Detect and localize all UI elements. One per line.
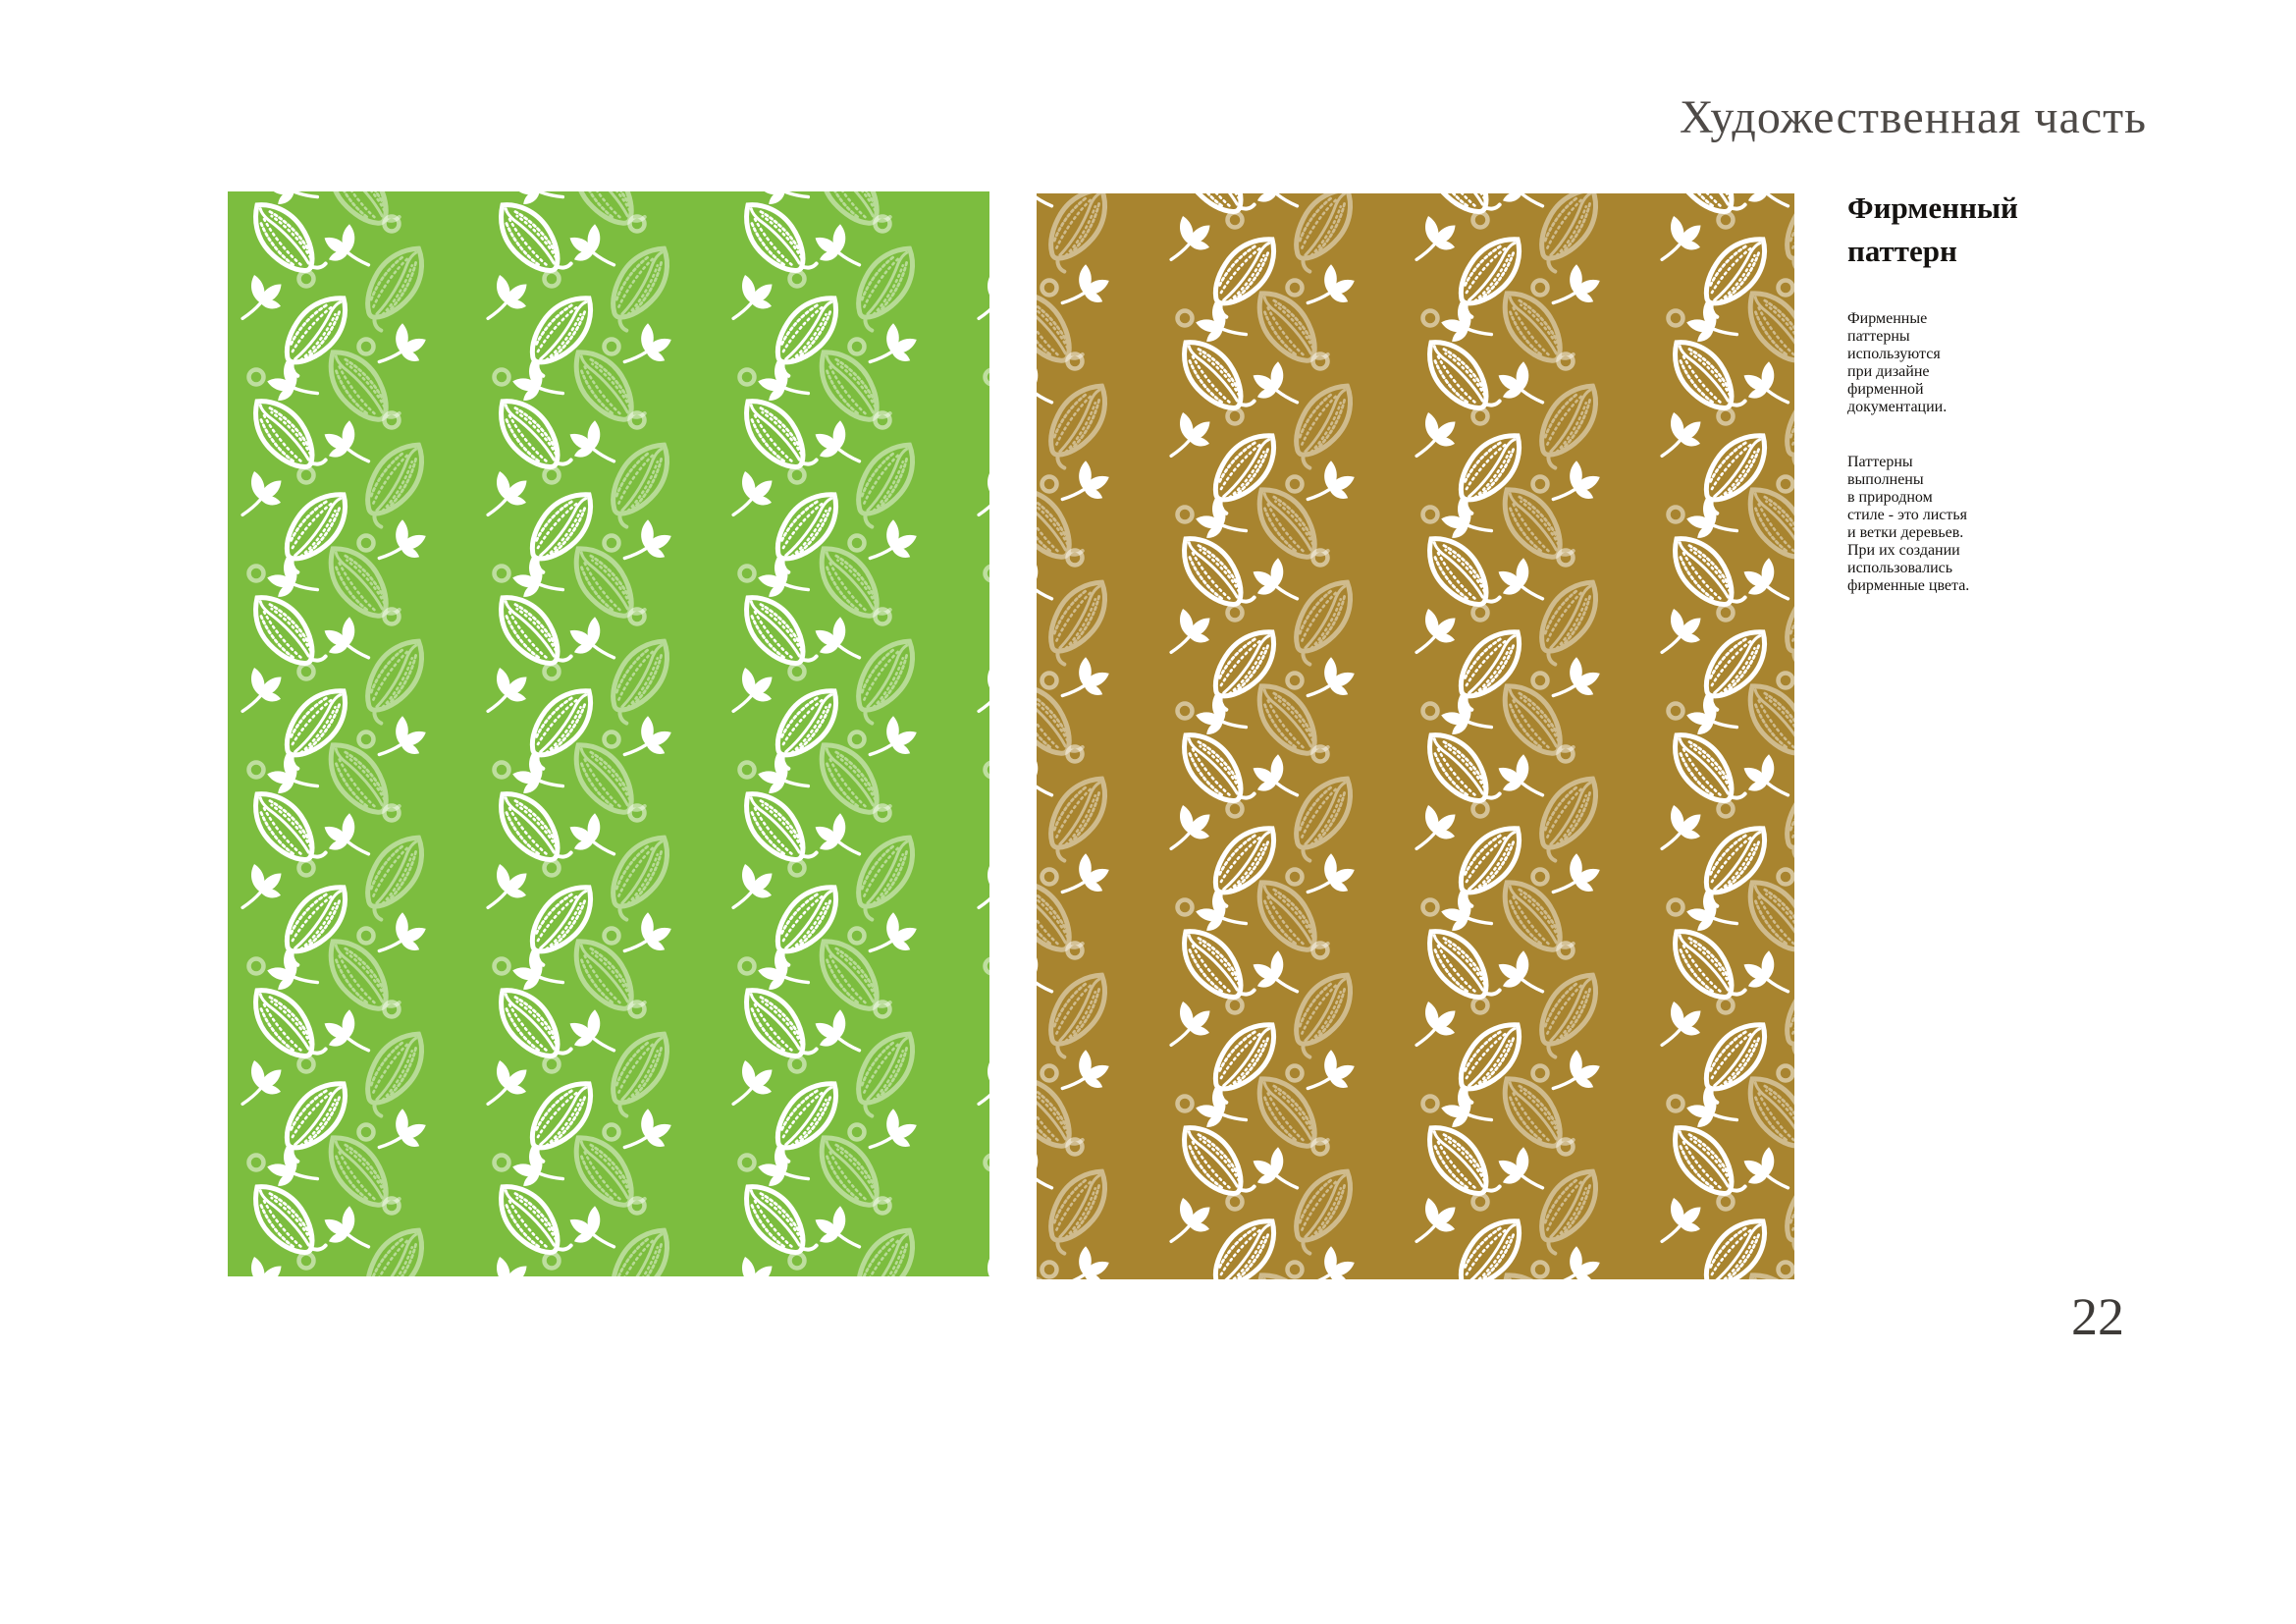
text-line: используются bbox=[1847, 346, 1941, 362]
pattern-swatch-brown bbox=[1037, 193, 1794, 1279]
pattern-swatch-green bbox=[228, 191, 989, 1276]
green-pattern-canvas bbox=[228, 191, 989, 1276]
text-line: Паттерны bbox=[1847, 454, 1913, 470]
text-line: фирменной bbox=[1847, 381, 1924, 398]
heading-line: Фирменный bbox=[1847, 190, 2018, 225]
text-line: Фирменные bbox=[1847, 310, 1928, 327]
brown-pattern-canvas bbox=[1037, 193, 1794, 1279]
text-line: паттерны bbox=[1847, 328, 1910, 345]
text-line: При их создании bbox=[1847, 542, 1960, 559]
brown-pattern-motifs bbox=[1037, 193, 1794, 1279]
text-line: в природном bbox=[1847, 489, 1933, 506]
description-panel bbox=[1847, 187, 2181, 632]
text-line: при дизайне bbox=[1847, 363, 1930, 380]
page-number: 22 bbox=[2071, 1287, 2124, 1346]
text-line: использовались bbox=[1847, 560, 1953, 576]
text-line: фирменные цвета. bbox=[1847, 577, 1970, 594]
text-line: выполнены bbox=[1847, 471, 1924, 488]
text-line: стиле - это листья bbox=[1847, 507, 1968, 523]
green-pattern-motifs bbox=[228, 191, 989, 1276]
section-heading bbox=[1847, 187, 2181, 273]
page-title: Художественная часть bbox=[1679, 91, 2147, 143]
heading-line: паттерн bbox=[1847, 234, 1957, 268]
text-line: и ветки деревьев. bbox=[1847, 524, 1964, 541]
text-line: документации. bbox=[1847, 399, 1948, 415]
